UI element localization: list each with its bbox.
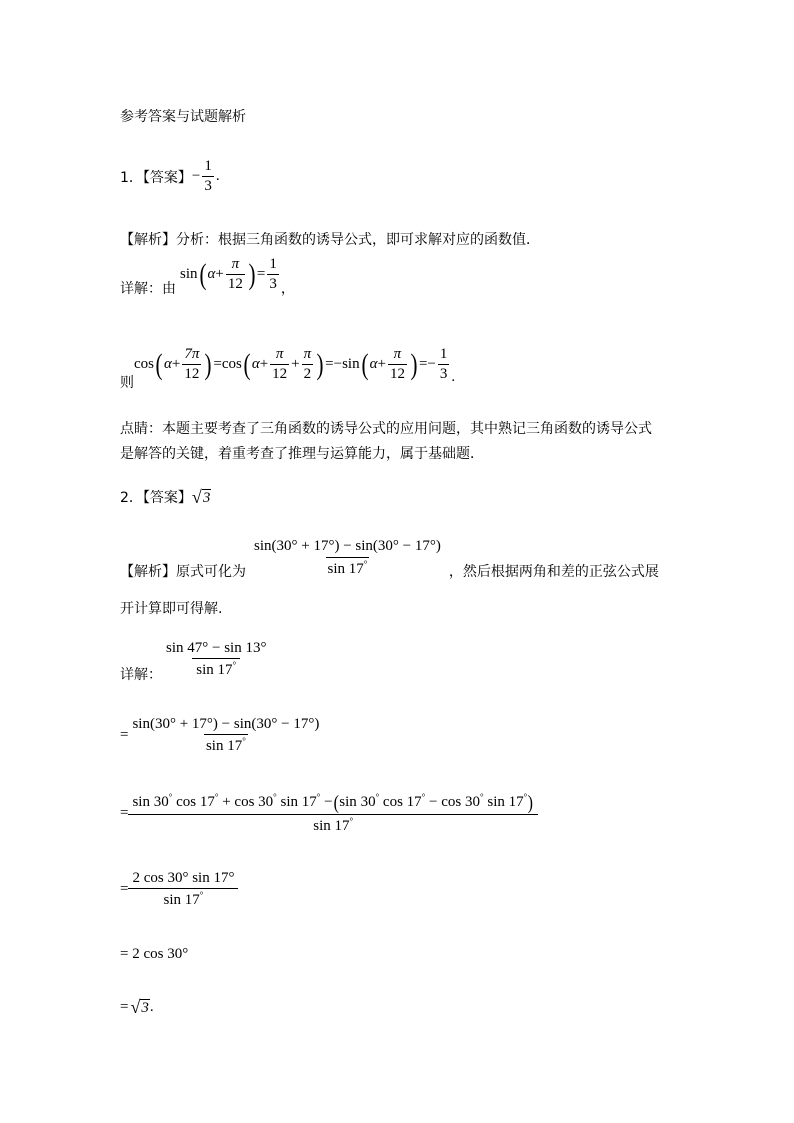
plus: + bbox=[291, 356, 300, 373]
pi-over-12 bbox=[226, 256, 245, 294]
twelve: 12 bbox=[389, 366, 405, 383]
comma: ， bbox=[280, 280, 295, 297]
q1-given-equation bbox=[176, 256, 281, 294]
step4-num: 2 cos 30° sin 17° bbox=[132, 870, 235, 886]
sqrt-3 bbox=[192, 488, 211, 506]
q1-answer-sign: − bbox=[191, 168, 201, 185]
three: 3 bbox=[439, 366, 448, 383]
q1-detail bbox=[120, 256, 295, 297]
left-paren: ( bbox=[333, 791, 339, 814]
sin-fn: sin bbox=[132, 794, 150, 810]
pi-over-2 bbox=[302, 346, 314, 384]
q1-label: 1．【答案】 bbox=[120, 169, 192, 186]
n17: 17 bbox=[199, 794, 215, 810]
q2-analysis-suffix: ，然后根据两角和差的正弦公式展 bbox=[448, 563, 659, 580]
d1-fraction bbox=[164, 640, 268, 680]
sin-fn: sin bbox=[487, 794, 505, 810]
radicand: 3 bbox=[141, 999, 149, 1016]
equals: = bbox=[120, 727, 129, 744]
q2-detail bbox=[120, 640, 270, 683]
twelve: 12 bbox=[272, 366, 288, 383]
radicand: 3 bbox=[202, 489, 211, 506]
sin-fn: sin bbox=[180, 266, 198, 283]
degree: ° bbox=[232, 660, 237, 671]
twelve: 12 bbox=[184, 366, 200, 383]
q1-answer-tail: . bbox=[215, 168, 220, 185]
alpha: α bbox=[164, 356, 172, 373]
step4-fraction bbox=[130, 870, 236, 910]
sin17: sin 17 bbox=[327, 561, 364, 578]
q1-answer bbox=[120, 158, 220, 196]
degree: ° bbox=[316, 792, 321, 802]
q1-answer-num: 1 bbox=[204, 158, 212, 174]
q2-step6 bbox=[120, 998, 154, 1016]
right-paren: ) bbox=[204, 347, 212, 381]
q2-detail-prefix: 详解： bbox=[120, 666, 162, 683]
period: . bbox=[149, 998, 154, 1015]
left-paren: ( bbox=[199, 257, 207, 291]
equals: = bbox=[120, 881, 129, 898]
step2-fraction bbox=[130, 716, 321, 756]
sin17: sin 17 bbox=[196, 662, 233, 679]
plus: + bbox=[215, 266, 224, 283]
degree: ° bbox=[480, 792, 484, 802]
minus: − bbox=[427, 356, 436, 373]
degree: ° bbox=[523, 792, 528, 802]
pi-over-12 bbox=[388, 346, 407, 384]
sin17: sin 17 bbox=[313, 817, 350, 834]
period: . bbox=[451, 368, 456, 385]
page-title: 参考答案与试题解析 bbox=[120, 109, 246, 125]
q1-derivation bbox=[134, 346, 451, 384]
q1-then bbox=[120, 346, 456, 391]
n30: 30 bbox=[360, 794, 376, 810]
pi: π bbox=[231, 256, 240, 272]
q1-note-line1: 点睛：本题主要考查了三角函数的诱导公式的应用问题，其中熟记三角函数的诱导公式 bbox=[120, 421, 652, 437]
pi: π bbox=[303, 346, 312, 362]
equals: = bbox=[120, 998, 129, 1015]
degree: ° bbox=[199, 890, 204, 901]
degree: ° bbox=[375, 792, 380, 802]
equals: = bbox=[256, 266, 266, 283]
sin17: sin 17 bbox=[163, 892, 200, 909]
step2-num: sin(30° + 17°) − sin(30° − 17°) bbox=[132, 716, 320, 732]
degree: ° bbox=[273, 792, 277, 802]
equals: = bbox=[418, 356, 428, 373]
n30: 30 bbox=[258, 794, 274, 810]
degree: ° bbox=[363, 559, 368, 570]
plus: + bbox=[171, 356, 181, 373]
two: 2 bbox=[303, 366, 312, 383]
step4-den bbox=[128, 888, 238, 909]
n17: 17 bbox=[508, 794, 524, 810]
q1-note-line2: 是解答的关键，着重考查了推理与运算能力，属于基础题． bbox=[120, 446, 484, 462]
fraction-num: sin(30° + 17°) − sin(30° − 17°) bbox=[254, 538, 441, 554]
cos-fn: cos bbox=[382, 794, 403, 810]
one: 1 bbox=[439, 346, 448, 362]
pi: π bbox=[275, 346, 284, 362]
pi-over-12 bbox=[270, 346, 289, 384]
q2-analysis-line2: 开计算即可得解. bbox=[120, 601, 223, 617]
q2-step2 bbox=[120, 716, 323, 756]
degree: ° bbox=[421, 792, 426, 802]
plus: + bbox=[259, 356, 269, 373]
seven-pi-over-12 bbox=[182, 346, 201, 384]
degree: ° bbox=[242, 736, 246, 747]
q2-step3 bbox=[120, 792, 538, 835]
alpha: α bbox=[369, 356, 378, 373]
sin-fn: sin bbox=[280, 794, 299, 810]
step3-num bbox=[130, 792, 535, 814]
radical-icon: √ bbox=[191, 487, 202, 507]
twelve: 12 bbox=[227, 276, 243, 293]
degree: ° bbox=[168, 792, 173, 802]
cos-fn: cos bbox=[441, 794, 462, 810]
n17: 17 bbox=[406, 794, 422, 810]
cos-fn: cos bbox=[221, 356, 242, 373]
sqrt-3 bbox=[130, 998, 149, 1016]
q2-step4 bbox=[120, 870, 238, 910]
q1-analysis: 【解析】分析：根据三角函数的诱导公式，即可求解对应的函数值． bbox=[120, 232, 540, 248]
one: 1 bbox=[269, 256, 277, 272]
n30: 30 bbox=[465, 794, 480, 810]
radical-icon: √ bbox=[130, 997, 141, 1017]
n17: 17 bbox=[301, 794, 317, 810]
d1-den bbox=[192, 658, 240, 679]
three: 3 bbox=[269, 276, 277, 293]
neg-sin-fn: −sin bbox=[333, 356, 360, 373]
plus: + bbox=[222, 794, 231, 810]
right-paren: ) bbox=[527, 791, 534, 814]
step3-fraction bbox=[130, 792, 535, 835]
n30: 30 bbox=[153, 794, 169, 810]
q1-detail-prefix: 详解：由 bbox=[120, 280, 176, 297]
degree: ° bbox=[214, 792, 219, 802]
seven-pi: 7π bbox=[184, 346, 200, 362]
fraction-den bbox=[326, 557, 370, 578]
equals: = bbox=[213, 356, 222, 373]
minus: − bbox=[429, 794, 438, 810]
sin17: sin 17 bbox=[205, 738, 243, 755]
right-paren: ) bbox=[248, 257, 256, 291]
q2-answer bbox=[120, 487, 211, 507]
q1-answer-fraction bbox=[202, 158, 214, 196]
step3-den bbox=[128, 814, 537, 835]
q2-analysis-prefix: 【解析】原式可化为 bbox=[120, 563, 246, 580]
q2-step5: = 2 cos 30° bbox=[120, 946, 189, 962]
one-third bbox=[438, 346, 450, 384]
alpha: α bbox=[207, 266, 216, 283]
equals: = bbox=[325, 356, 334, 373]
then-label: 则 bbox=[120, 374, 134, 391]
right-paren: ) bbox=[316, 347, 324, 381]
alpha: α bbox=[251, 356, 260, 373]
degree: ° bbox=[349, 815, 354, 826]
left-paren: ( bbox=[361, 347, 369, 381]
minus: − bbox=[324, 794, 333, 810]
q1-answer-den: 3 bbox=[204, 178, 212, 195]
cos-fn: cos bbox=[176, 794, 197, 810]
left-paren: ( bbox=[155, 347, 163, 381]
q2-analysis bbox=[120, 538, 680, 579]
pi: π bbox=[393, 346, 402, 362]
q2-label: 2．【答案】 bbox=[120, 490, 192, 506]
one-third bbox=[267, 256, 279, 294]
left-paren: ( bbox=[243, 347, 251, 381]
d1-num: sin 47° − sin 13° bbox=[166, 640, 267, 656]
right-paren: ) bbox=[410, 347, 418, 381]
equals: = bbox=[120, 804, 129, 821]
cos-fn: cos bbox=[134, 356, 154, 373]
cos-fn: cos bbox=[234, 794, 255, 810]
sin-fn: sin bbox=[339, 794, 357, 810]
step2-den bbox=[204, 734, 248, 755]
q2-analysis-fraction bbox=[248, 538, 447, 579]
plus: + bbox=[377, 356, 386, 373]
